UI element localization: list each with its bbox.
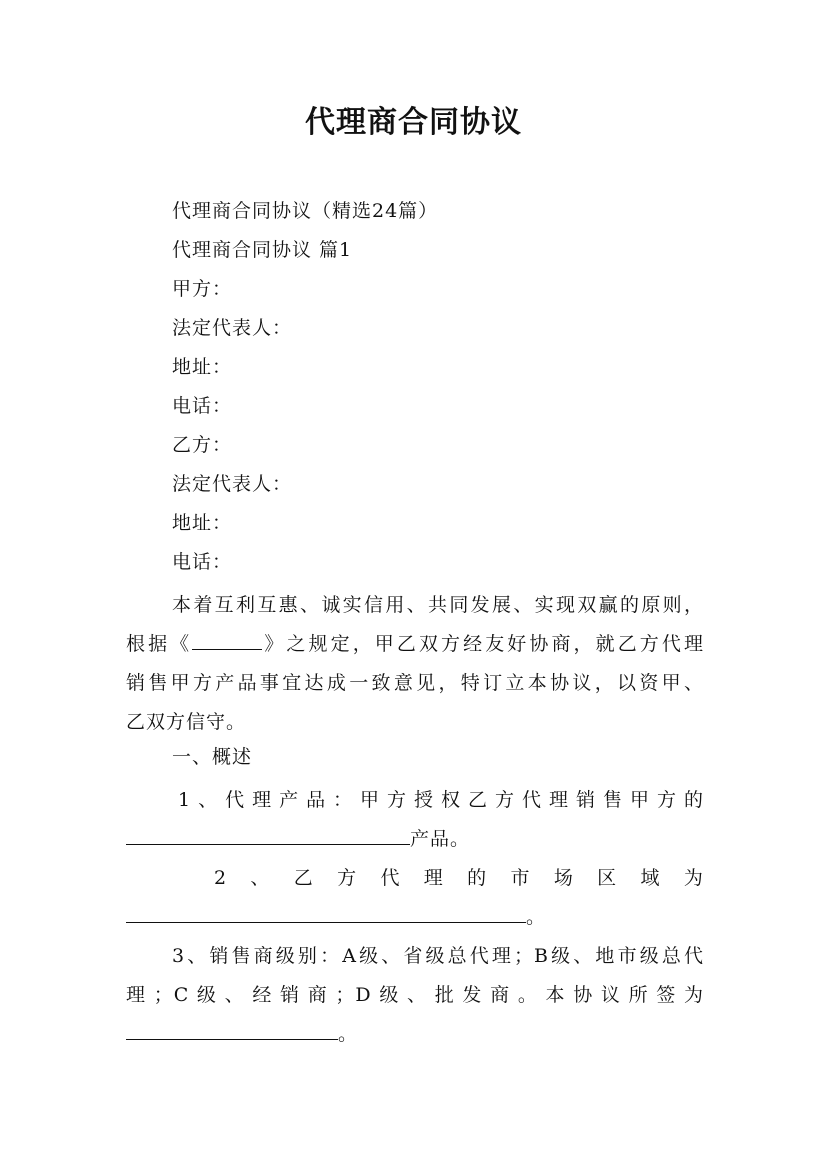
item-3-line-3: [126, 1015, 704, 1054]
intro-line-2: [126, 625, 704, 664]
region-blank: [126, 904, 526, 923]
party-a-phone: 电话：: [172, 395, 233, 417]
intro-line-3: 销售甲方产品事宜达成一致意见，特订立本协议，以资甲、: [126, 672, 704, 694]
item-2: [126, 859, 704, 937]
item-2-char: 、: [250, 867, 271, 889]
intro-paragraph: [126, 586, 704, 742]
item-2-char: 2: [214, 867, 228, 889]
item-2-line-1: [126, 859, 704, 898]
party-a-label: 甲方：: [172, 278, 233, 300]
party-a-rep: 法定代表人：: [172, 317, 293, 339]
intro-line-4: 乙双方信守。: [126, 711, 247, 733]
item-2-line-2: [126, 898, 704, 937]
item-2-char: 的: [467, 867, 488, 889]
page-title: 代理商合同协议: [305, 105, 522, 140]
item-2-char: 代: [380, 867, 401, 889]
item-2-char: 方: [337, 867, 358, 889]
item-2-char: 为: [683, 867, 704, 889]
item-3-line-2: 理；C级、经销商；D级、批发商。本协议所签为: [126, 984, 704, 1006]
item-2-char: 理: [423, 867, 444, 889]
section-heading: 代理商合同协议 篇1: [172, 239, 353, 261]
item-2-char: 市: [510, 867, 531, 889]
item-3-line-3-post: 。: [338, 1023, 359, 1045]
item-2-char: 域: [640, 867, 661, 889]
item-1-line-2-post: 产品。: [410, 828, 471, 850]
item-2-char: 乙: [293, 867, 314, 889]
intro-line-2-post: 》之规定，甲乙双方经友好协商，就乙方代理: [262, 633, 704, 655]
document-subtitle: 代理商合同协议（精选24篇）: [172, 200, 439, 222]
item-2-line-2-post: 。: [526, 906, 547, 928]
party-b-phone: 电话：: [172, 551, 233, 573]
item-2-char: 场: [553, 867, 574, 889]
party-b-address: 地址：: [172, 512, 233, 534]
intro-line-1: 本着互利互惠、诚实信用、共同发展、实现双赢的原则，: [172, 594, 704, 616]
level-blank: [126, 1021, 338, 1040]
item-1-line-1: 1、代理产品：甲方授权乙方代理销售甲方的: [178, 789, 704, 811]
item-2-char: 区: [597, 867, 618, 889]
overview-heading: 一、概述: [172, 746, 253, 768]
item-1-line-2: [126, 820, 704, 859]
item-3: [126, 937, 704, 1054]
item-1: [126, 781, 704, 859]
law-name-blank: [192, 631, 262, 650]
intro-line-2-pre: 根据《: [126, 633, 193, 655]
item-3-line-1: 3、销售商级别：A级、省级总代理；B级、地市级总代: [172, 945, 704, 967]
product-blank: [126, 826, 410, 845]
party-a-address: 地址：: [172, 356, 233, 378]
party-b-label: 乙方：: [172, 434, 233, 456]
party-b-rep: 法定代表人：: [172, 473, 293, 495]
